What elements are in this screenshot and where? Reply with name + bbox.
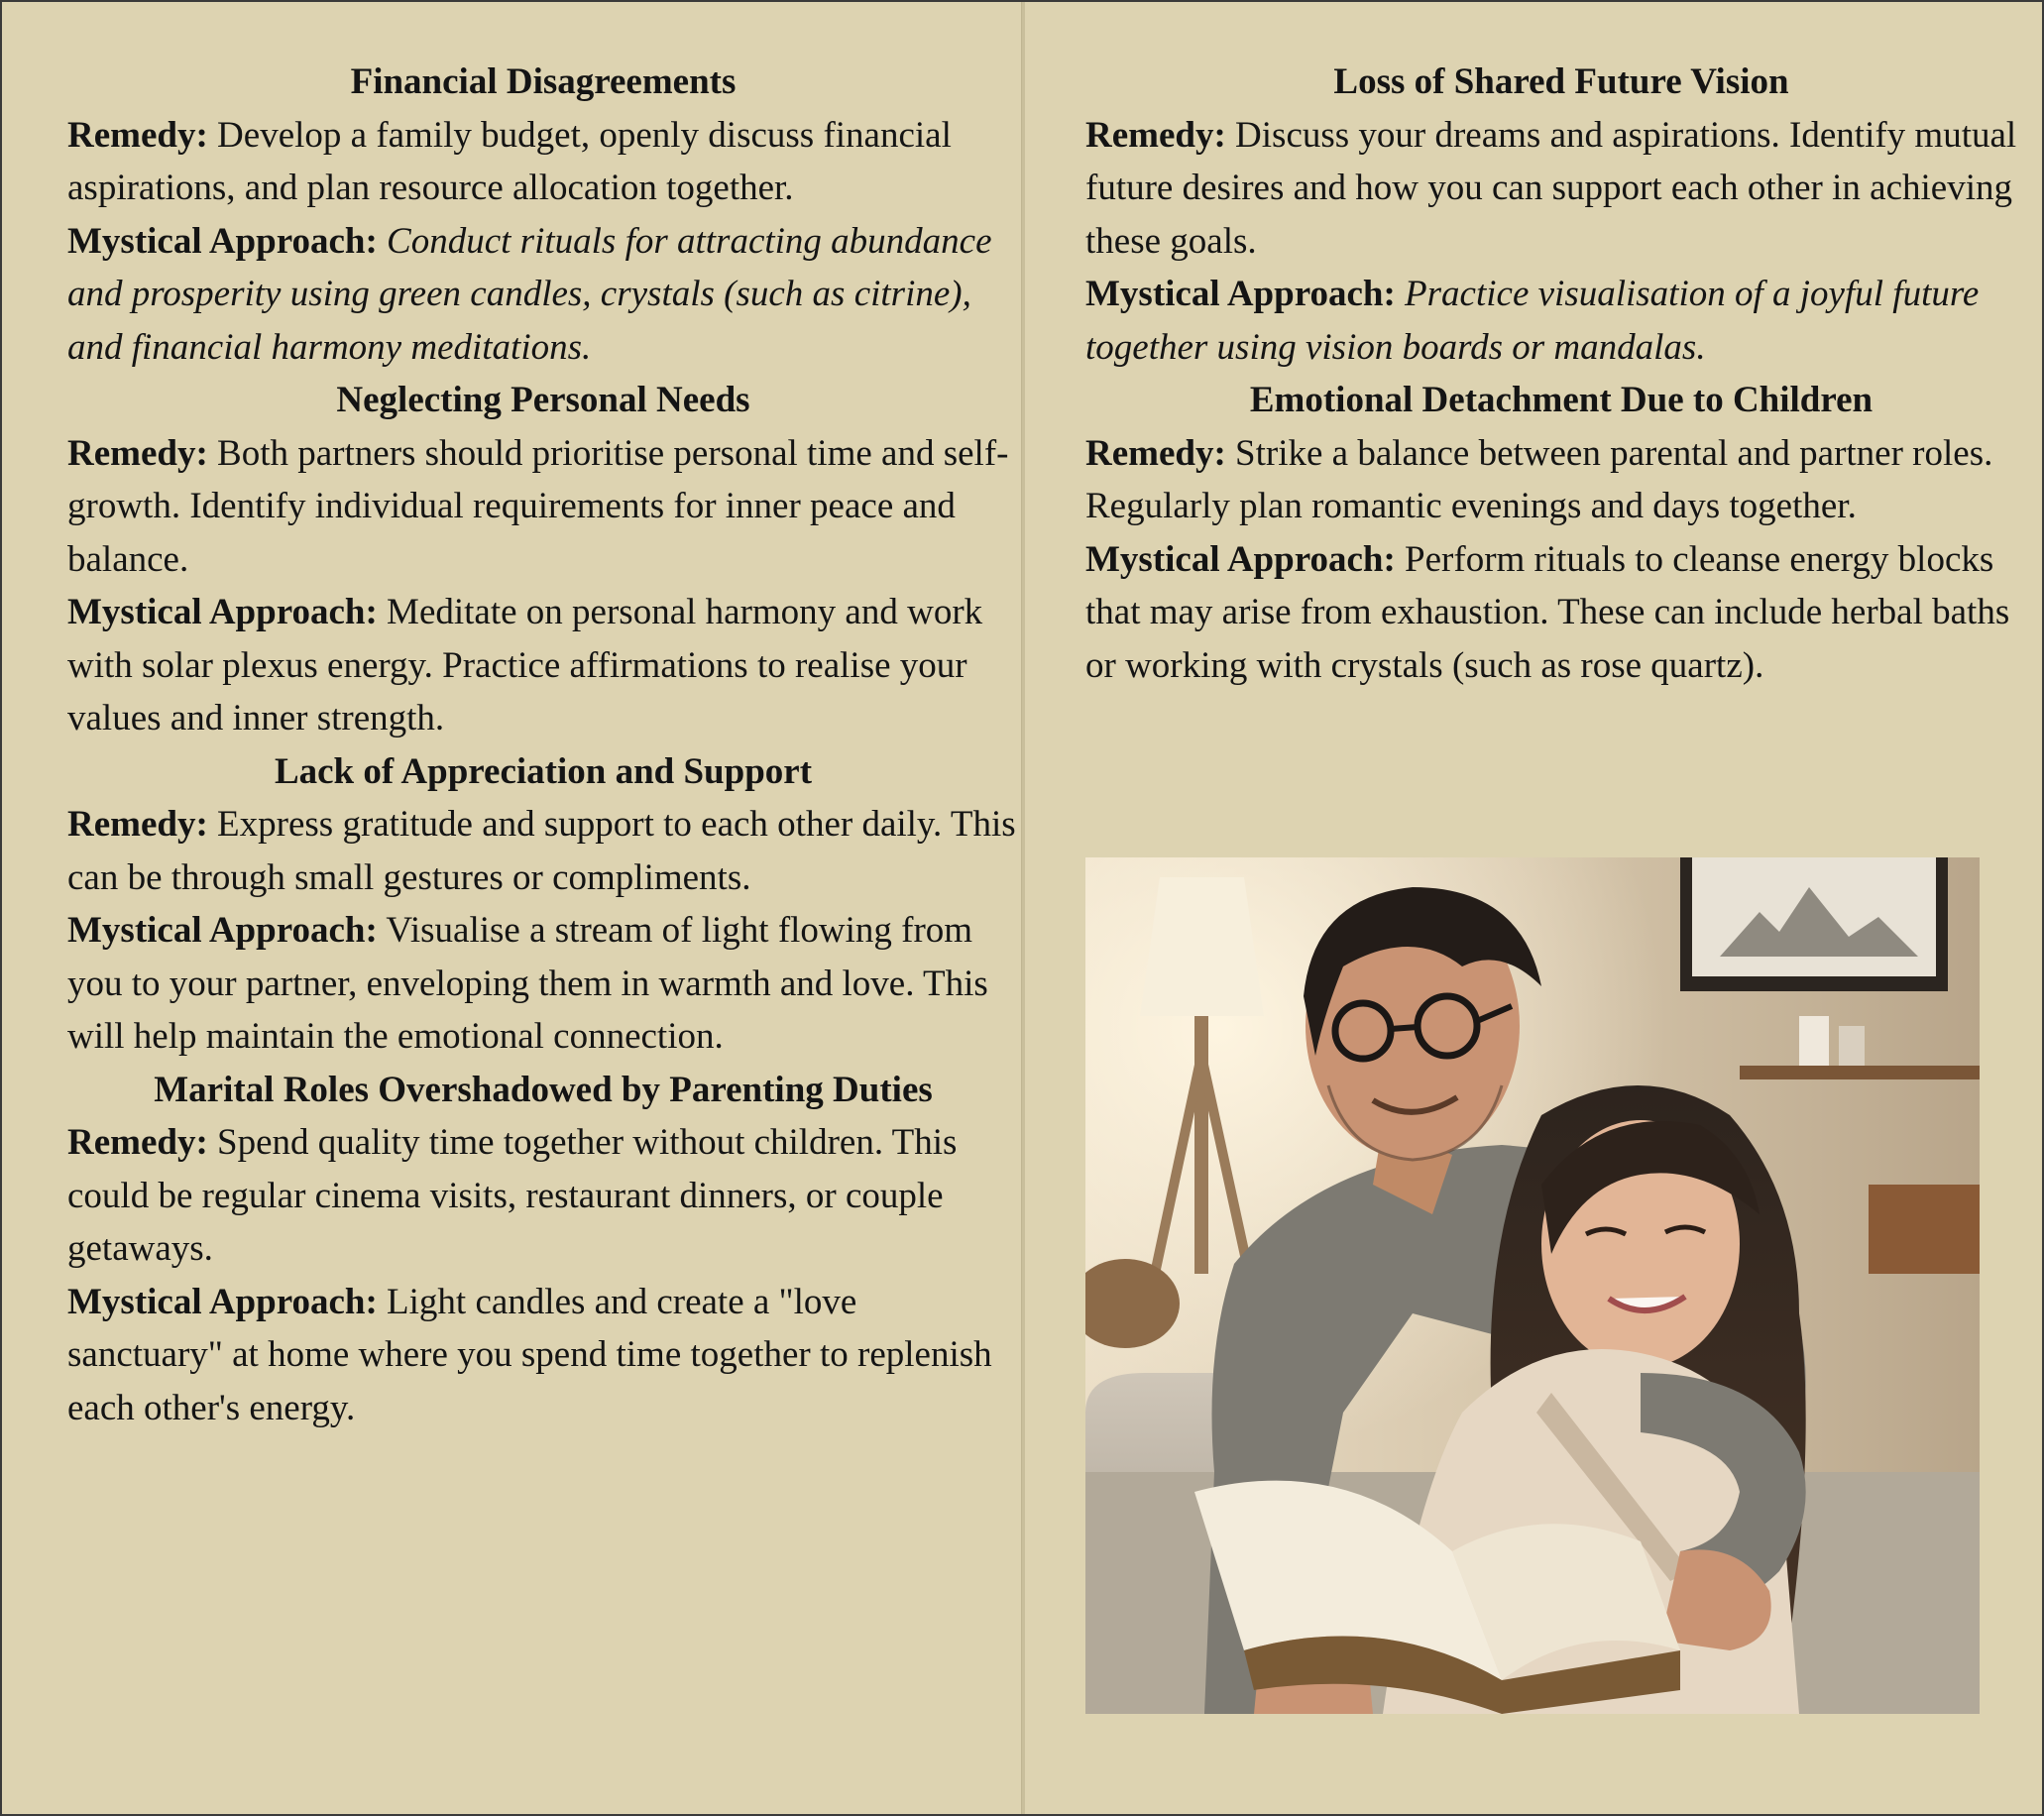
mystical-paragraph: [67, 586, 1019, 745]
mystical-text: Practice visualisation of a joyful future together using vision boards or mandalas.: [1085, 274, 1980, 368]
section-lack-of-appreciation: [67, 745, 1019, 1064]
remedy-label: Remedy:: [67, 114, 208, 156]
right-page: [1085, 56, 2037, 692]
section-neglecting-personal-needs: [67, 374, 1019, 745]
remedy-text: Both partners should prioritise personal time and self-growth. Identify individual requirements for inner peace and balance.: [67, 432, 1009, 580]
mystical-paragraph: [67, 904, 1019, 1064]
remedy-label: Remedy:: [1085, 114, 1226, 156]
mystical-label: Mystical Approach:: [1085, 274, 1396, 314]
section-heading: Marital Roles Overshadowed by Parenting Duties: [154, 1069, 933, 1110]
mystical-paragraph: [1085, 533, 2037, 693]
section-heading: Emotional Detachment Due to Children: [1249, 380, 1874, 420]
remedy-label: Remedy:: [67, 1122, 208, 1163]
remedy-paragraph: [67, 109, 1019, 215]
section-marital-roles: [67, 1064, 1019, 1435]
mystical-label: Mystical Approach:: [67, 220, 378, 262]
section-heading: Neglecting Personal Needs: [336, 380, 750, 420]
remedy-paragraph: [67, 1116, 1019, 1276]
remedy-paragraph: [1085, 427, 2037, 533]
mystical-label: Mystical Approach:: [67, 1281, 378, 1322]
mystical-paragraph: [67, 1276, 1019, 1435]
section-heading: Loss of Shared Future Vision: [1333, 61, 1789, 102]
mystical-label: Mystical Approach:: [67, 910, 378, 951]
remedy-text: Spend quality time together without children. This could be regular cinema visits, restaurant dinners, or couple getaways.: [67, 1122, 958, 1269]
remedy-label: Remedy:: [67, 432, 208, 474]
couple-reading-photo: [1085, 857, 1980, 1714]
mystical-paragraph: [67, 215, 1019, 375]
mystical-label: Mystical Approach:: [1085, 538, 1396, 580]
section-heading: Lack of Appreciation and Support: [274, 750, 813, 792]
mystical-label: Mystical Approach:: [67, 592, 378, 632]
mystical-text: Visualise a stream of light flowing from you to your partner, enveloping them in warmth and love. This will help maintain the emotional connection.: [67, 910, 988, 1057]
remedy-text: Strike a balance between parental and partner roles. Regularly plan romantic evenings and days together.: [1085, 432, 1993, 526]
section-emotional-detachment: [1085, 374, 2037, 692]
mystical-text: Meditate on personal harmony and work with solar plexus energy. Practice affirmations to realise your values and inner strength.: [67, 592, 983, 738]
mystical-text: Perform rituals to cleanse energy blocks that may arise from exhaustion. These can include herbal baths or working with crystals (such as rose quartz).: [1085, 538, 2010, 686]
remedy-text: Express gratitude and support to each other daily. This can be through small gestures or compliments.: [67, 804, 1016, 898]
mystical-text: Light candles and create a "love sanctuary" at home where you spend time together to replenish each other's energy.: [67, 1281, 992, 1428]
photo-illustration: [1085, 857, 1980, 1714]
section-heading: Financial Disagreements: [350, 61, 737, 102]
remedy-paragraph: [67, 798, 1019, 904]
section-financial-disagreements: [67, 56, 1019, 374]
remedy-paragraph: [67, 427, 1019, 587]
mystical-text: Conduct rituals for attracting abundance and prosperity using green candles, crystals (such as citrine), and financial harmony meditations.: [67, 220, 992, 368]
page-fold: [1021, 2, 1025, 1814]
remedy-label: Remedy:: [67, 804, 208, 845]
mystical-paragraph: [1085, 268, 2037, 374]
left-page: [67, 56, 1019, 1434]
section-shared-future-vision: [1085, 56, 2037, 374]
remedy-text: Develop a family budget, openly discuss financial aspirations, and plan resource allocation together.: [67, 114, 952, 208]
remedy-paragraph: [1085, 109, 2037, 269]
remedy-text: Discuss your dreams and aspirations. Identify mutual future desires and how you can support each other in achieving these goals.: [1085, 114, 2017, 262]
remedy-label: Remedy:: [1085, 432, 1226, 474]
